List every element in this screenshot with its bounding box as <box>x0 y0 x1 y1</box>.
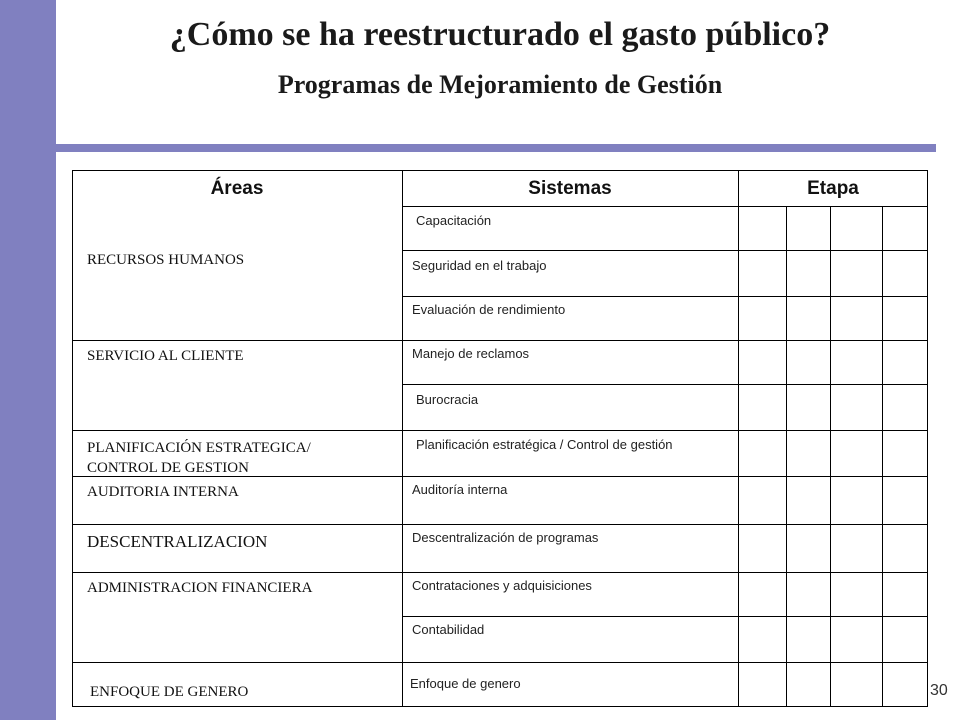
area-planificacion: PLANIFICACIÓN ESTRATEGICA/ CONTROL DE GESTION <box>87 440 311 476</box>
header-etapa: Etapa <box>807 178 859 199</box>
area-auditoria-interna: AUDITORIA INTERNA <box>87 484 239 500</box>
area-servicio-al-cliente: SERVICIO AL CLIENTE <box>87 348 244 364</box>
table-line <box>402 250 928 251</box>
page-number: 30 <box>930 682 948 699</box>
system-item: Manejo de reclamos <box>412 346 530 361</box>
table-line <box>402 296 928 297</box>
table-line <box>72 340 928 341</box>
system-item: Planificación estratégica / Control de gestión <box>416 437 673 452</box>
header-areas: Áreas <box>210 178 264 199</box>
page-subtitle: Programas de Mejoramiento de Gestión <box>277 70 723 99</box>
system-item: Contabilidad <box>412 622 485 637</box>
table-line <box>402 206 928 207</box>
table-line <box>72 430 928 431</box>
system-item: Burocracia <box>416 392 479 407</box>
table-line <box>830 206 831 707</box>
table-line <box>927 170 928 707</box>
table-line <box>72 170 73 707</box>
area-enfoque-de-genero: ENFOQUE DE GENERO <box>90 684 249 700</box>
table-line <box>72 524 928 525</box>
system-item: Contrataciones y adquisiciones <box>412 578 592 593</box>
title-underline-rule <box>32 144 936 152</box>
area-recursos-humanos: RECURSOS HUMANOS <box>87 252 245 268</box>
table-line <box>72 662 928 663</box>
system-item: Seguridad en el trabajo <box>412 258 547 273</box>
table-line <box>72 572 928 573</box>
system-item: Enfoque de genero <box>410 676 521 691</box>
system-item: Descentralización de programas <box>412 530 599 545</box>
header-sistemas: Sistemas <box>528 178 612 199</box>
area-descentralizacion: DESCENTRALIZACION <box>87 532 268 551</box>
system-item: Evaluación de rendimiento <box>412 302 566 317</box>
page-title: ¿Cómo se ha reestructurado el gasto público? <box>169 16 831 53</box>
system-item: Capacitación <box>416 213 492 228</box>
table-line <box>72 706 928 707</box>
table-line <box>402 616 928 617</box>
area-administracion-financiera: ADMINISTRACION FINANCIERA <box>87 580 313 596</box>
table-line <box>786 206 787 707</box>
programs-table <box>72 170 928 706</box>
side-accent-bar <box>0 0 56 720</box>
table-line <box>738 170 739 707</box>
table-line <box>882 206 883 707</box>
table-line <box>402 384 928 385</box>
system-item: Auditoría interna <box>412 482 508 497</box>
